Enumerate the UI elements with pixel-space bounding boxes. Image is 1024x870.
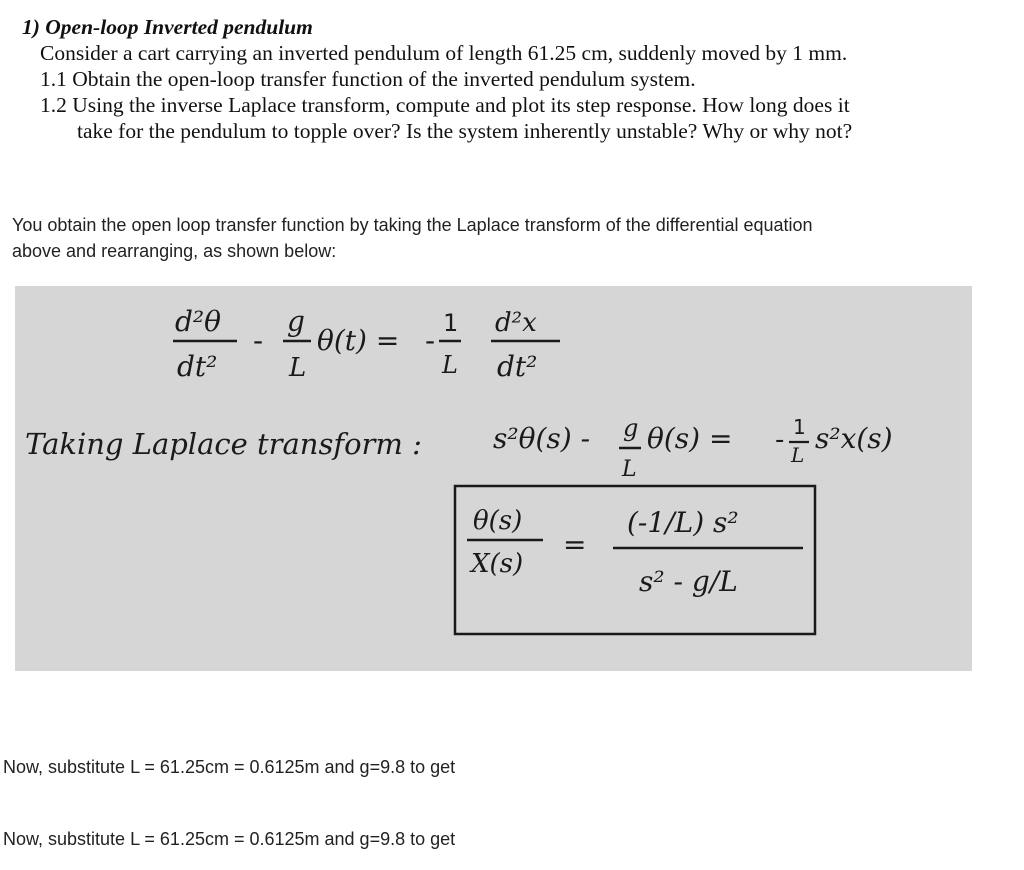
laplace-label: Taking Laplace transform : [25, 427, 422, 461]
eq1-lhs-denominator: dt² [177, 350, 218, 383]
problem-title: 1) Open-loop Inverted pendulum [22, 15, 313, 39]
tf-lhs-denominator: X(s) [471, 549, 524, 579]
eq1-one: 1 [443, 309, 459, 337]
eq1-g: g [287, 305, 305, 338]
eq1-lhs-numerator: d²θ [175, 305, 222, 338]
handwritten-equations [15, 286, 972, 671]
eq1-neg: - [425, 324, 436, 357]
eq2-part3: s²x(s) [815, 422, 893, 455]
handwritten-derivation-image [15, 286, 972, 671]
eq1-L2: L [442, 351, 458, 379]
eq2-g: g [623, 414, 639, 442]
differential-equation [173, 305, 560, 383]
eq1-L: L [289, 353, 307, 383]
eq1-theta-t: θ(t) = [317, 324, 400, 357]
eq1-rhs-numerator: d²x [495, 308, 537, 338]
question-1-2-line-2: take for the pendulum to topple over? Is the system inherently unstable? Why or why not? [77, 119, 853, 143]
eq2-one: 1 [793, 415, 806, 439]
eq1-minus: - [253, 324, 264, 357]
explanation-line-1: You obtain the open loop transfer function by taking the Laplace transform of the differential equation [12, 215, 813, 235]
tf-equals: = [563, 528, 587, 561]
eq2-L: L [622, 457, 637, 482]
boxed-transfer-function [455, 486, 815, 634]
eq2-part1: s²θ(s) - [493, 422, 591, 455]
eq2-part2: θ(s) = [647, 422, 733, 455]
laplace-equation [493, 414, 893, 482]
eq2-neg: - [775, 425, 785, 455]
substitution-note-2: Now, substitute L = 61.25cm = 0.6125m and g=9.8 to get [3, 829, 456, 849]
explanation-text [12, 212, 1002, 264]
tf-rhs-denominator: s² - g/L [639, 565, 738, 598]
eq1-rhs-denominator: dt² [497, 350, 538, 383]
problem-statement [16, 14, 1006, 144]
tf-lhs-numerator: θ(s) [473, 506, 523, 536]
explanation-line-2: above and rearranging, as shown below: [12, 241, 337, 261]
eq2-L2: L [791, 443, 805, 467]
question-1-1: 1.1 Obtain the open-loop transfer function of the inverted pendulum system. [40, 67, 696, 91]
tf-rhs-numerator: (-1/L) s² [627, 506, 739, 539]
substitution-note-1: Now, substitute L = 61.25cm = 0.6125m and g=9.8 to get [3, 757, 456, 777]
question-1-2-line-1: 1.2 Using the inverse Laplace transform, compute and plot its step response. How long does it [40, 93, 850, 117]
problem-intro: Consider a cart carrying an inverted pendulum of length 61.25 cm, suddenly moved by 1 mm. [40, 41, 848, 65]
